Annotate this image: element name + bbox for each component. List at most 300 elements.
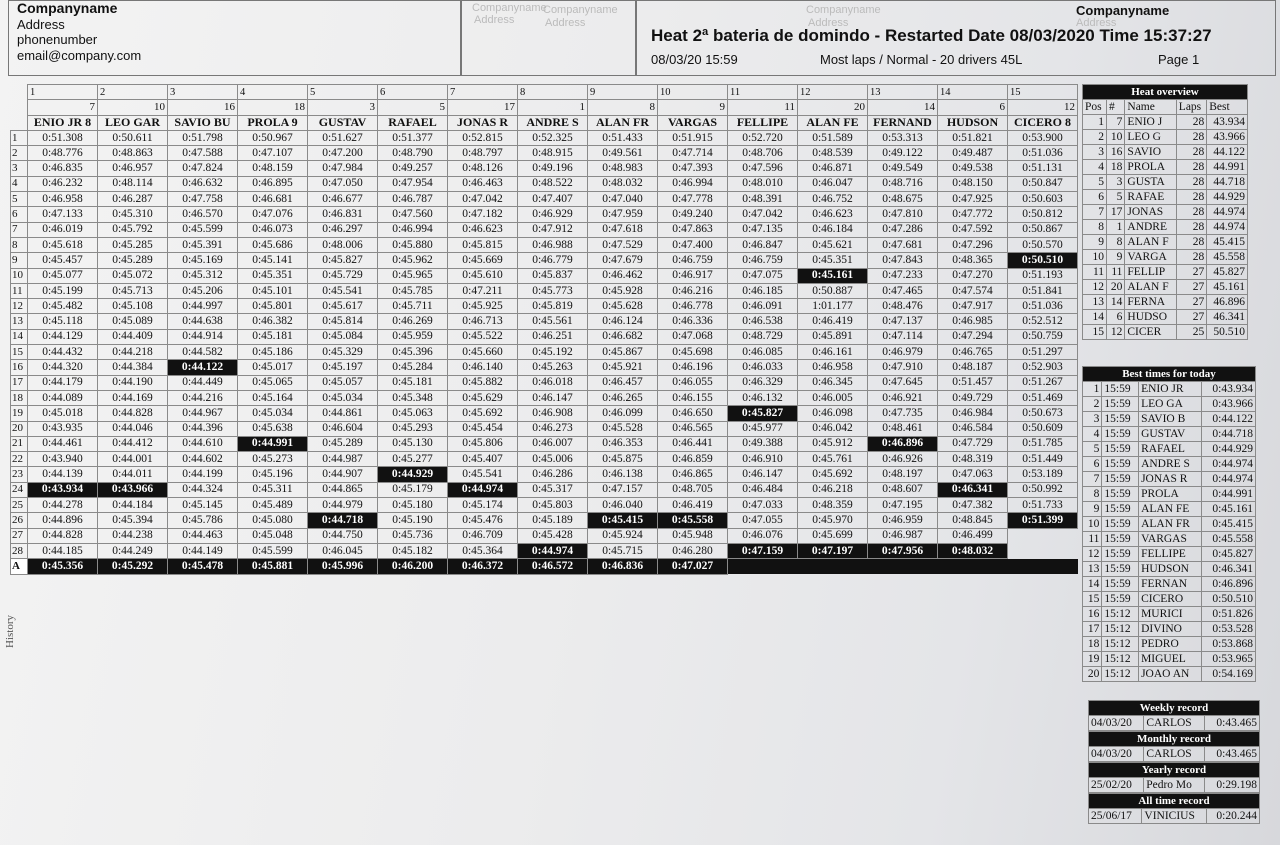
best-time: 0:45.558 xyxy=(1202,532,1256,547)
best-clock: 15:12 xyxy=(1102,637,1139,652)
overview-name: FERNA xyxy=(1125,295,1176,310)
best-time-row xyxy=(1083,547,1256,562)
lap-time: 0:44.149 xyxy=(168,543,238,558)
lap-time: 0:46.570 xyxy=(168,207,238,222)
lap-time: 0:45.181 xyxy=(378,375,448,390)
lap-time: 0:46.341 xyxy=(938,482,1008,497)
empty-cell xyxy=(798,559,868,574)
lap-time: 0:45.351 xyxy=(238,268,308,283)
lap-time: 0:51.267 xyxy=(1008,375,1078,390)
best-name: PROLA xyxy=(1139,487,1202,502)
lap-time: 0:45.006 xyxy=(518,452,588,467)
lap-time: 0:45.692 xyxy=(448,406,518,421)
column-number: 6 xyxy=(378,85,448,100)
lap-time: 0:45.599 xyxy=(238,543,308,558)
lap-number: 18 xyxy=(11,390,28,405)
lap-time: 0:45.407 xyxy=(448,452,518,467)
lap-time: 0:47.618 xyxy=(588,222,658,237)
lap-time: 0:46.994 xyxy=(658,176,728,191)
lap-time: 0:46.604 xyxy=(308,421,378,436)
lap-time: 0:50.887 xyxy=(798,283,868,298)
best-time-row xyxy=(1083,397,1256,412)
best-clock: 15:59 xyxy=(1102,412,1139,427)
lap-time: 0:45.018 xyxy=(28,406,98,421)
best-time-row xyxy=(1083,457,1256,472)
lap-time: 0:45.561 xyxy=(518,314,588,329)
lap-time: 0:45.161 xyxy=(798,268,868,283)
empty-cell xyxy=(1008,559,1078,574)
best-time: 0:44.122 xyxy=(1202,412,1256,427)
record-time: 0:43.465 xyxy=(1205,747,1260,762)
overview-best: 44.974 xyxy=(1207,220,1248,235)
best-rank: 2 xyxy=(1083,397,1102,412)
overview-kart: 14 xyxy=(1107,295,1125,310)
lap-time: 0:46.251 xyxy=(518,329,588,344)
record-title-row xyxy=(1089,701,1260,716)
overview-name: RAFAE xyxy=(1125,190,1176,205)
lap-number: 13 xyxy=(11,314,28,329)
lap-time: 0:47.529 xyxy=(588,237,658,252)
overview-best: 45.161 xyxy=(1207,280,1248,295)
lap-number: 17 xyxy=(11,375,28,390)
overview-name: ENIO J xyxy=(1125,115,1176,130)
kart-number: 8 xyxy=(588,100,658,115)
best-clock: 15:59 xyxy=(1102,427,1139,442)
lap-time: 0:45.815 xyxy=(448,237,518,252)
lap-time: 0:44.929 xyxy=(378,467,448,482)
overview-name: ANDRE xyxy=(1125,220,1176,235)
best-clock: 15:12 xyxy=(1102,622,1139,637)
kart-number: 17 xyxy=(448,100,518,115)
lap-time: 0:45.875 xyxy=(588,452,658,467)
best-rank: 18 xyxy=(1083,637,1102,652)
lap-time: 0:47.954 xyxy=(378,176,448,191)
average-time: 0:45.881 xyxy=(238,559,308,574)
lap-time: 0:45.489 xyxy=(238,498,308,513)
lap-time: 0:45.101 xyxy=(238,283,308,298)
lap-time: 0:45.711 xyxy=(378,299,448,314)
lap-time: 0:44.967 xyxy=(168,406,238,421)
lap-time: 0:45.180 xyxy=(378,498,448,513)
lap-time: 0:48.705 xyxy=(658,482,728,497)
best-rank: 20 xyxy=(1083,667,1102,682)
lap-time: 0:45.174 xyxy=(448,498,518,513)
overview-kart: 9 xyxy=(1107,250,1125,265)
overview-name: ALAN F xyxy=(1125,280,1176,295)
lap-time: 0:46.759 xyxy=(658,253,728,268)
lap-time: 0:48.319 xyxy=(938,452,1008,467)
faint-company-2: Companyname xyxy=(543,4,618,16)
average-time: 0:46.572 xyxy=(518,559,588,574)
lap-time: 0:44.185 xyxy=(28,543,98,558)
lap-time: 0:44.602 xyxy=(168,452,238,467)
best-name: ENIO JR xyxy=(1139,382,1202,397)
kart-number: 9 xyxy=(658,100,728,115)
lap-number: 15 xyxy=(11,345,28,360)
lap-time: 0:50.510 xyxy=(1008,253,1078,268)
lap-time: 0:43.966 xyxy=(98,482,168,497)
lap-time: 0:45.558 xyxy=(658,513,728,528)
lap-number: 6 xyxy=(11,207,28,222)
lap-time: 0:48.776 xyxy=(28,146,98,161)
best-clock: 15:59 xyxy=(1102,517,1139,532)
lap-time: 0:46.155 xyxy=(658,390,728,405)
best-time: 0:44.929 xyxy=(1202,442,1256,457)
best-time-row xyxy=(1083,637,1256,652)
overview-pos: 3 xyxy=(1083,145,1107,160)
lap-time: 0:45.729 xyxy=(308,268,378,283)
lap-time: 0:45.206 xyxy=(168,283,238,298)
lap-time: 0:49.196 xyxy=(518,161,588,176)
lap-time: 0:45.476 xyxy=(448,513,518,528)
record-time: 0:29.198 xyxy=(1205,778,1260,793)
empty-cell xyxy=(868,559,938,574)
kart-number: 7 xyxy=(28,100,98,115)
lap-time: 0:44.582 xyxy=(168,345,238,360)
column-number: 15 xyxy=(1008,85,1078,100)
best-clock: 15:59 xyxy=(1102,457,1139,472)
lap-time: 0:45.196 xyxy=(238,467,308,482)
best-time-row xyxy=(1083,517,1256,532)
lap-time: 0:45.837 xyxy=(518,268,588,283)
lap-number: 21 xyxy=(11,436,28,451)
best-clock: 15:59 xyxy=(1102,592,1139,607)
lap-time: 0:45.289 xyxy=(308,436,378,451)
lap-time: 0:47.681 xyxy=(868,237,938,252)
overview-row xyxy=(1083,325,1248,340)
lap-time: 0:47.050 xyxy=(308,176,378,191)
record-block xyxy=(1088,762,1260,793)
lap-time: 0:45.686 xyxy=(238,237,308,252)
lap-time: 0:51.733 xyxy=(1008,498,1078,513)
best-clock: 15:59 xyxy=(1102,532,1139,547)
lap-time: 0:44.997 xyxy=(168,299,238,314)
lap-time: 0:45.293 xyxy=(378,421,448,436)
best-name: GUSTAV xyxy=(1139,427,1202,442)
overview-name: VARGA xyxy=(1125,250,1176,265)
best-time-row xyxy=(1083,442,1256,457)
lap-number: 25 xyxy=(11,498,28,513)
overview-name: HUDSO xyxy=(1125,310,1176,325)
overview-header: # xyxy=(1107,100,1125,115)
lap-time: 0:46.019 xyxy=(28,222,98,237)
lap-time: 0:53.900 xyxy=(1008,130,1078,145)
lap-time: 0:47.135 xyxy=(728,222,798,237)
lap-time: 0:44.412 xyxy=(98,436,168,451)
lap-time: 0:49.538 xyxy=(938,161,1008,176)
overview-name: SAVIO xyxy=(1125,145,1176,160)
column-number: 7 xyxy=(448,85,518,100)
best-rank: 19 xyxy=(1083,652,1102,667)
company-phone: phonenumber xyxy=(17,32,98,47)
lap-time: 0:47.294 xyxy=(938,329,1008,344)
driver-name: CICERO 8 xyxy=(1008,115,1078,130)
lap-time: 0:47.063 xyxy=(938,467,1008,482)
lap-time: 0:46.865 xyxy=(658,467,728,482)
lap-time: 0:45.761 xyxy=(798,452,868,467)
lap-time: 0:44.987 xyxy=(308,452,378,467)
lap-time: 0:45.077 xyxy=(28,268,98,283)
lap-time: 0:48.006 xyxy=(308,237,378,252)
lap-time: 0:47.137 xyxy=(868,314,938,329)
lap-time: 0:46.921 xyxy=(868,390,938,405)
lap-number: 28 xyxy=(11,543,28,558)
best-name: RAFAEL xyxy=(1139,442,1202,457)
column-number: 4 xyxy=(238,85,308,100)
lap-time: 0:45.610 xyxy=(448,268,518,283)
overview-header: Pos xyxy=(1083,100,1107,115)
overview-pos: 15 xyxy=(1083,325,1107,340)
corner-cell xyxy=(11,115,28,130)
lap-time: 0:51.589 xyxy=(798,130,868,145)
lap-time: 0:46.462 xyxy=(588,268,658,283)
faint-address-1: Address xyxy=(474,14,515,26)
lap-time: 0:46.871 xyxy=(798,161,868,176)
column-number: 5 xyxy=(308,85,378,100)
lap-time: 0:45.192 xyxy=(518,345,588,360)
lap-time: 0:51.785 xyxy=(1008,436,1078,451)
lap-time: 0:52.325 xyxy=(518,130,588,145)
overview-kart: 5 xyxy=(1107,190,1125,205)
lap-time: 0:49.561 xyxy=(588,146,658,161)
lap-time: 0:45.351 xyxy=(798,253,868,268)
average-time: 0:45.996 xyxy=(308,559,378,574)
overview-pos: 6 xyxy=(1083,190,1107,205)
driver-name: ANDRE S xyxy=(518,115,588,130)
driver-name: ENIO JR 8 xyxy=(28,115,98,130)
lap-time: 0:44.184 xyxy=(98,498,168,513)
lap-time: 0:45.415 xyxy=(588,513,658,528)
record-block xyxy=(1088,731,1260,762)
lap-time: 0:51.821 xyxy=(938,130,1008,145)
lap-time: 0:45.197 xyxy=(308,360,378,375)
lap-time: 0:47.286 xyxy=(868,222,938,237)
lap-time: 0:45.017 xyxy=(238,360,308,375)
lap-time: 0:48.706 xyxy=(728,146,798,161)
best-clock: 15:59 xyxy=(1102,577,1139,592)
lap-time: 0:44.828 xyxy=(28,528,98,543)
lap-time: 0:53.189 xyxy=(1008,467,1078,482)
lap-time: 0:52.512 xyxy=(1008,314,1078,329)
overview-name: ALAN F xyxy=(1125,235,1176,250)
lap-time: 0:48.114 xyxy=(98,176,168,191)
faint-company-3: Companyname xyxy=(806,4,881,16)
lap-time: 0:45.130 xyxy=(378,436,448,451)
lap-time: 0:44.828 xyxy=(98,406,168,421)
history-label: History xyxy=(4,615,16,648)
lap-time: 0:46.040 xyxy=(588,498,658,513)
best-time: 0:46.341 xyxy=(1202,562,1256,577)
lap-time: 0:45.541 xyxy=(448,467,518,482)
kart-number: 10 xyxy=(98,100,168,115)
lap-time: 0:44.974 xyxy=(448,482,518,497)
lap-time: 0:45.457 xyxy=(28,253,98,268)
best-time: 0:53.528 xyxy=(1202,622,1256,637)
lap-time: 0:45.199 xyxy=(28,283,98,298)
lap-time: 0:46.713 xyxy=(448,314,518,329)
lap-time: 0:47.956 xyxy=(868,543,938,558)
best-clock: 15:59 xyxy=(1102,502,1139,517)
best-rank: 4 xyxy=(1083,427,1102,442)
lap-time: 0:51.399 xyxy=(1008,513,1078,528)
heat-overview-table xyxy=(1082,84,1248,340)
lap-time: 0:51.469 xyxy=(1008,390,1078,405)
overview-name: GUSTA xyxy=(1125,175,1176,190)
best-clock: 15:59 xyxy=(1102,397,1139,412)
record-name: CARLOS xyxy=(1144,747,1205,762)
lap-time: 0:46.085 xyxy=(728,345,798,360)
lap-time: 0:47.407 xyxy=(518,192,588,207)
lap-time: 0:45.181 xyxy=(238,329,308,344)
lap-time: 0:51.036 xyxy=(1008,146,1078,161)
overview-row xyxy=(1083,175,1248,190)
best-name: LEO GA xyxy=(1139,397,1202,412)
lap-time: 0:45.925 xyxy=(448,299,518,314)
lap-time: 0:46.345 xyxy=(798,375,868,390)
lap-time: 0:46.463 xyxy=(448,176,518,191)
lap-time: 0:44.218 xyxy=(98,345,168,360)
lap-time: 0:48.359 xyxy=(798,498,868,513)
best-name: VARGAS xyxy=(1139,532,1202,547)
lap-time: 0:46.382 xyxy=(238,314,308,329)
lap-time: 0:45.364 xyxy=(448,543,518,558)
lap-time: 0:48.863 xyxy=(98,146,168,161)
lap-time: 0:45.924 xyxy=(588,528,658,543)
company-name: Companyname xyxy=(17,0,118,16)
report-header xyxy=(8,0,1276,76)
lap-time: 0:46.958 xyxy=(28,192,98,207)
overview-title-row xyxy=(1083,85,1248,100)
lap-time: 0:44.638 xyxy=(168,314,238,329)
overview-best: 45.415 xyxy=(1207,235,1248,250)
record-name: CARLOS xyxy=(1144,716,1205,731)
lap-time: 0:45.882 xyxy=(448,375,518,390)
best-rank: 10 xyxy=(1083,517,1102,532)
lap-row xyxy=(11,268,1078,283)
overview-laps: 28 xyxy=(1176,190,1206,205)
lap-time: 0:47.400 xyxy=(658,237,728,252)
lap-row xyxy=(11,207,1078,222)
best-time: 0:43.934 xyxy=(1202,382,1256,397)
lap-time: 0:46.958 xyxy=(798,360,868,375)
lap-time: 0:48.010 xyxy=(728,176,798,191)
overview-laps: 28 xyxy=(1176,205,1206,220)
best-rank: 1 xyxy=(1083,382,1102,397)
lap-time: 0:44.190 xyxy=(98,375,168,390)
lap-time: 0:51.036 xyxy=(1008,299,1078,314)
overview-pos: 12 xyxy=(1083,280,1107,295)
overview-pos: 7 xyxy=(1083,205,1107,220)
lap-time: 0:47.917 xyxy=(938,299,1008,314)
overview-name: JONAS xyxy=(1125,205,1176,220)
overview-header: Laps xyxy=(1176,100,1206,115)
overview-kart: 16 xyxy=(1107,145,1125,160)
overview-laps: 28 xyxy=(1176,115,1206,130)
lap-time: 0:45.089 xyxy=(98,314,168,329)
lap-time: 0:47.810 xyxy=(868,207,938,222)
lap-time: 0:46.926 xyxy=(868,452,938,467)
lap-row xyxy=(11,360,1078,375)
right-company-name: Companyname xyxy=(1076,3,1170,18)
lap-time: 0:45.959 xyxy=(378,329,448,344)
overview-laps: 28 xyxy=(1176,235,1206,250)
overview-name: CICER xyxy=(1125,325,1176,340)
best-time: 0:44.991 xyxy=(1202,487,1256,502)
lap-time: 0:46.908 xyxy=(518,406,588,421)
best-time: 0:51.826 xyxy=(1202,607,1256,622)
lap-time: 0:47.778 xyxy=(658,192,728,207)
lap-time: 0:46.232 xyxy=(28,176,98,191)
best-name: FERNAN xyxy=(1139,577,1202,592)
lap-time: 0:47.195 xyxy=(868,498,938,513)
lap-row xyxy=(11,528,1078,543)
lap-time: 0:46.779 xyxy=(518,253,588,268)
lap-time: 0:45.617 xyxy=(308,299,378,314)
lap-time: 0:45.786 xyxy=(168,513,238,528)
lap-time: 0:45.736 xyxy=(378,528,448,543)
lap-time: 0:47.211 xyxy=(448,283,518,298)
best-clock: 15:59 xyxy=(1102,487,1139,502)
print-datetime: 08/03/20 15:59 xyxy=(651,52,738,67)
overview-laps: 28 xyxy=(1176,250,1206,265)
lap-time: 0:48.716 xyxy=(868,176,938,191)
lap-time xyxy=(1008,543,1078,558)
best-name: JOAO AN xyxy=(1139,667,1202,682)
column-number: 3 xyxy=(168,85,238,100)
best-rank: 7 xyxy=(1083,472,1102,487)
empty-cell xyxy=(938,559,1008,574)
overview-kart: 8 xyxy=(1107,235,1125,250)
lap-row xyxy=(11,421,1078,436)
lap-row xyxy=(11,467,1078,482)
lap-time: 0:48.187 xyxy=(938,360,1008,375)
overview-kart: 6 xyxy=(1107,310,1125,325)
company-address: Address xyxy=(17,16,65,32)
lap-time: 0:45.396 xyxy=(378,345,448,360)
lap-time: 0:45.190 xyxy=(378,513,448,528)
record-time: 0:43.465 xyxy=(1205,716,1260,731)
lap-number: 22 xyxy=(11,452,28,467)
lap-time: 0:47.596 xyxy=(728,161,798,176)
lap-time: 0:48.607 xyxy=(868,482,938,497)
lap-time: 0:47.296 xyxy=(938,237,1008,252)
best-rank: 6 xyxy=(1083,457,1102,472)
lap-time: 0:46.895 xyxy=(238,176,308,191)
company-email: email@company.com xyxy=(17,47,142,63)
overview-laps: 25 xyxy=(1176,325,1206,340)
lap-time: 0:45.628 xyxy=(588,299,658,314)
lap-time: 0:46.286 xyxy=(518,467,588,482)
overview-row xyxy=(1083,220,1248,235)
lap-time: 0:46.045 xyxy=(308,543,378,558)
overview-row xyxy=(1083,235,1248,250)
overview-laps: 28 xyxy=(1176,175,1206,190)
lap-time: 0:46.099 xyxy=(588,406,658,421)
best-time-row xyxy=(1083,592,1256,607)
lap-time: 0:48.032 xyxy=(588,176,658,191)
lap-time: 0:46.831 xyxy=(308,207,378,222)
overview-laps: 28 xyxy=(1176,220,1206,235)
lap-row xyxy=(11,498,1078,513)
best-time: 0:45.827 xyxy=(1202,547,1256,562)
overview-best: 46.341 xyxy=(1207,310,1248,325)
record-title-row xyxy=(1089,794,1260,809)
lap-time: 0:46.632 xyxy=(168,176,238,191)
lap-time: 0:51.627 xyxy=(308,130,378,145)
overview-laps: 27 xyxy=(1176,280,1206,295)
lap-time: 0:46.959 xyxy=(868,513,938,528)
lap-time: 0:47.055 xyxy=(728,513,798,528)
